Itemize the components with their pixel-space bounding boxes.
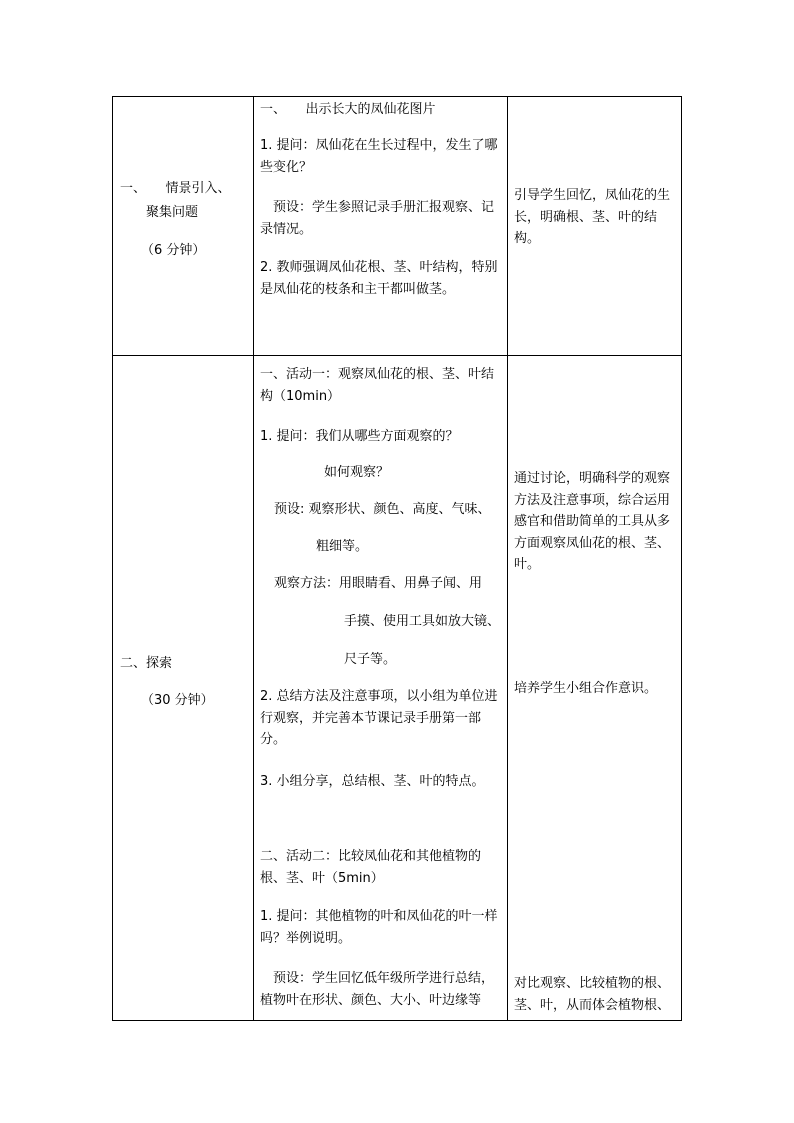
activity-heading: 一、活动一：观察凤仙花的根、茎、叶结构（10min）	[260, 367, 495, 404]
activity-preset-cont: 粗细等。	[316, 539, 369, 554]
activity-point: 3. 小组分享，总结根、茎、叶的特点。	[260, 774, 485, 789]
table-row	[113, 356, 682, 1021]
activity-point: 2. 教师强调凤仙花根、茎、叶结构，特别是凤仙花的枝条和主干都叫做茎。	[260, 260, 498, 297]
observation-method: 观察方法：用眼睛看、用鼻子闻、用	[274, 576, 483, 591]
observation-method-cont: 尺子等。	[344, 652, 397, 667]
activity-preset: 预设：学生参照记录手册汇报观察、记录情况。	[260, 200, 495, 237]
stage-cell	[113, 356, 254, 1021]
intent-cell	[508, 97, 682, 356]
activity-question-cont: 如何观察？	[324, 465, 390, 480]
design-intent: 培养学生小组合作意识。	[514, 681, 658, 696]
observation-method-cont: 手摸、使用工具如放大镜、	[344, 614, 501, 629]
stage-time: （30 分钟）	[141, 693, 214, 708]
table-row	[113, 97, 682, 356]
design-intent: 引导学生回忆，凤仙花的生长，明确根、茎、叶的结构。	[514, 188, 671, 246]
design-intent: 对比观察、比较植物的根、茎、叶，从而体会植物根、	[514, 976, 671, 1013]
activity-question: 1. 提问：其他植物的叶和凤仙花的叶一样吗？举例说明。	[260, 909, 498, 946]
lesson-plan-table	[112, 96, 682, 1021]
stage-title-cont: 聚集问题	[146, 205, 199, 220]
activity-cell	[254, 97, 508, 356]
activity-cell	[254, 356, 508, 1021]
activity-question: 1. 提问：凤仙花在生长过程中，发生了哪些变化？	[260, 138, 498, 175]
stage-cell	[113, 97, 254, 356]
activity-heading: 二、活动二：比较凤仙花和其他植物的根、茎、叶（5min）	[260, 849, 482, 886]
intent-cell	[508, 356, 682, 1021]
stage-title: 一、 情景引入、	[120, 181, 231, 196]
activity-preset: 预设: 观察形状、颜色、高度、气味、	[274, 502, 491, 517]
activity-question: 1. 提问：我们从哪些方面观察的？	[260, 429, 459, 444]
design-intent: 通过讨论，明确科学的观察方法及注意事项，综合运用感官和借助简单的工具从多方面观察凤仙花的根、茎、叶。	[514, 471, 671, 572]
activity-point: 2. 总结方法及注意事项，以小组为单位进行观察，并完善本节课记录手册第一部分。	[260, 689, 498, 747]
activity-preset: 预设：学生回忆低年级所学进行总结，植物叶在形状、颜色、大小、叶边缘等	[260, 971, 495, 1008]
activity-heading: 一、 出示长大的凤仙花图片	[260, 102, 436, 117]
stage-time: （6 分钟）	[141, 243, 206, 258]
stage-title: 二、探索	[120, 656, 173, 671]
